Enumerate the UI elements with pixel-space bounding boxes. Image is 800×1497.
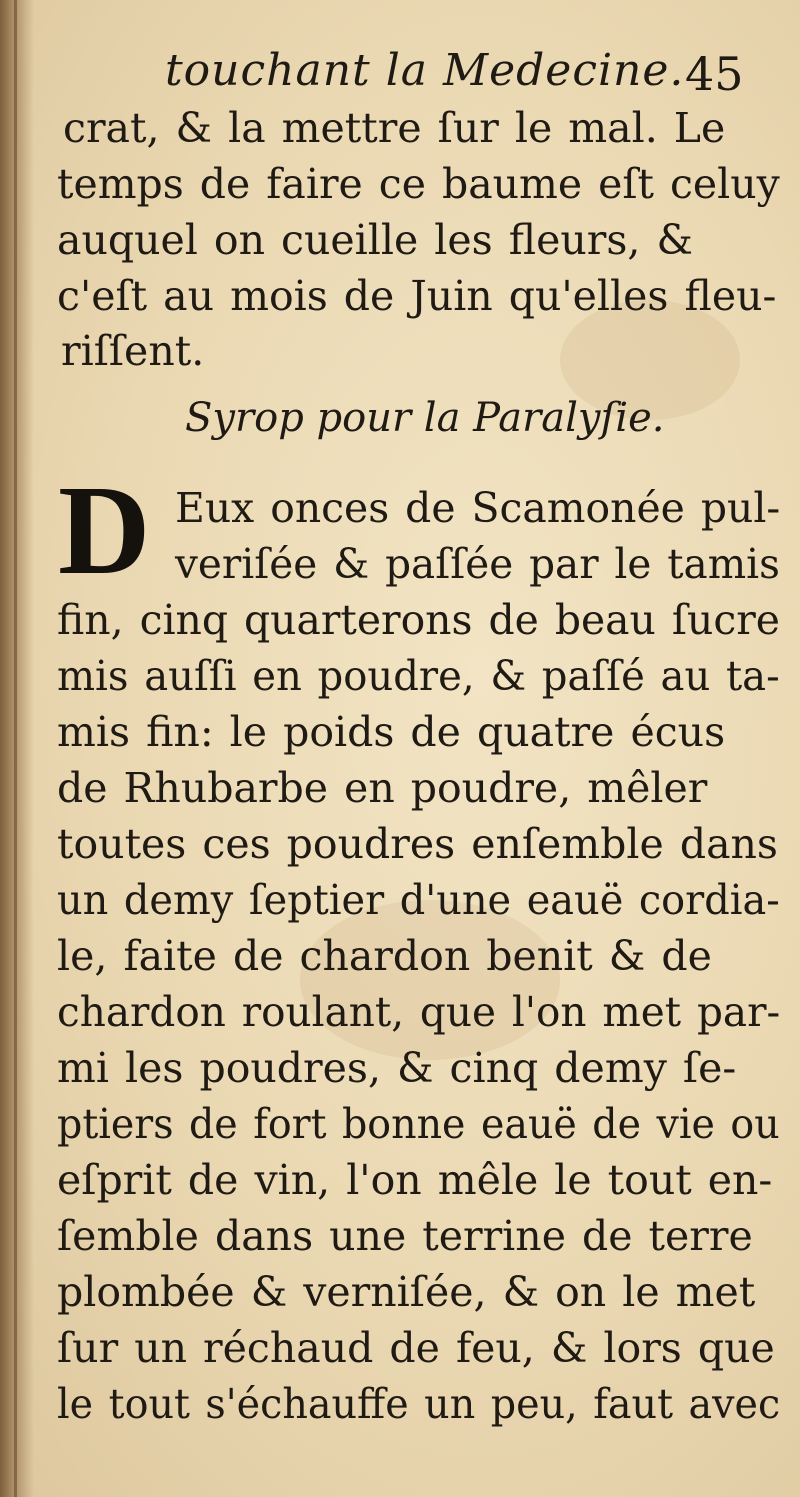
drop-cap: D <box>58 459 151 601</box>
page-header <box>165 45 765 105</box>
page-edge <box>14 0 17 1497</box>
text-line: plombée & verniſée, & on le met <box>57 1268 756 1316</box>
section-title: Syrop pour la Paralyſie. <box>185 395 665 441</box>
text-line: le tout s'échauffe un peu, faut avec <box>57 1380 781 1428</box>
text-line: eſprit de vin, l'on mêle le tout en- <box>57 1156 773 1204</box>
text-line: toutes ces poudres enſemble dans <box>57 820 778 868</box>
text-line: temps de faire ce baume eſt celuy <box>57 160 780 208</box>
running-title: touchant la Medecine. <box>165 45 685 96</box>
text-line: fin, cinq quarterons de beau ſucre <box>57 596 780 644</box>
text-line: de Rhubarbe en poudre, mêler <box>57 764 708 812</box>
text-line: veriſée & paſſée par le tamis <box>175 540 780 588</box>
text-line: auquel on cueille les fleurs, & <box>57 216 693 264</box>
text-line: crat, & la mettre ſur le mal. Le <box>63 104 726 152</box>
text-line: chardon roulant, que l'on met par- <box>57 988 781 1036</box>
text-line: mi les poudres, & cinq demy ſe- <box>57 1044 737 1092</box>
text-line: ptiers de fort bonne eauë de vie ou <box>57 1100 780 1148</box>
text-line: mis fin: le poids de quatre écus <box>57 708 726 756</box>
text-line: riſſent. <box>61 327 205 375</box>
page-number: 45 <box>685 47 744 101</box>
text-line: ſemble dans une terrine de terre <box>57 1212 753 1260</box>
text-line: le, faite de chardon benit & de <box>57 932 712 980</box>
text-line: un demy ſeptier d'une eauë cordia- <box>57 876 780 924</box>
text-line: c'eſt au mois de Juin qu'elles fleu- <box>57 272 777 320</box>
text-line: ſur un réchaud de feu, & lors que <box>57 1324 775 1372</box>
text-line: Eux onces de Scamonée pul- <box>175 484 781 532</box>
text-line: mis auſſi en poudre, & paſſé au ta- <box>57 652 780 700</box>
page-gutter-shadow <box>0 0 34 1497</box>
